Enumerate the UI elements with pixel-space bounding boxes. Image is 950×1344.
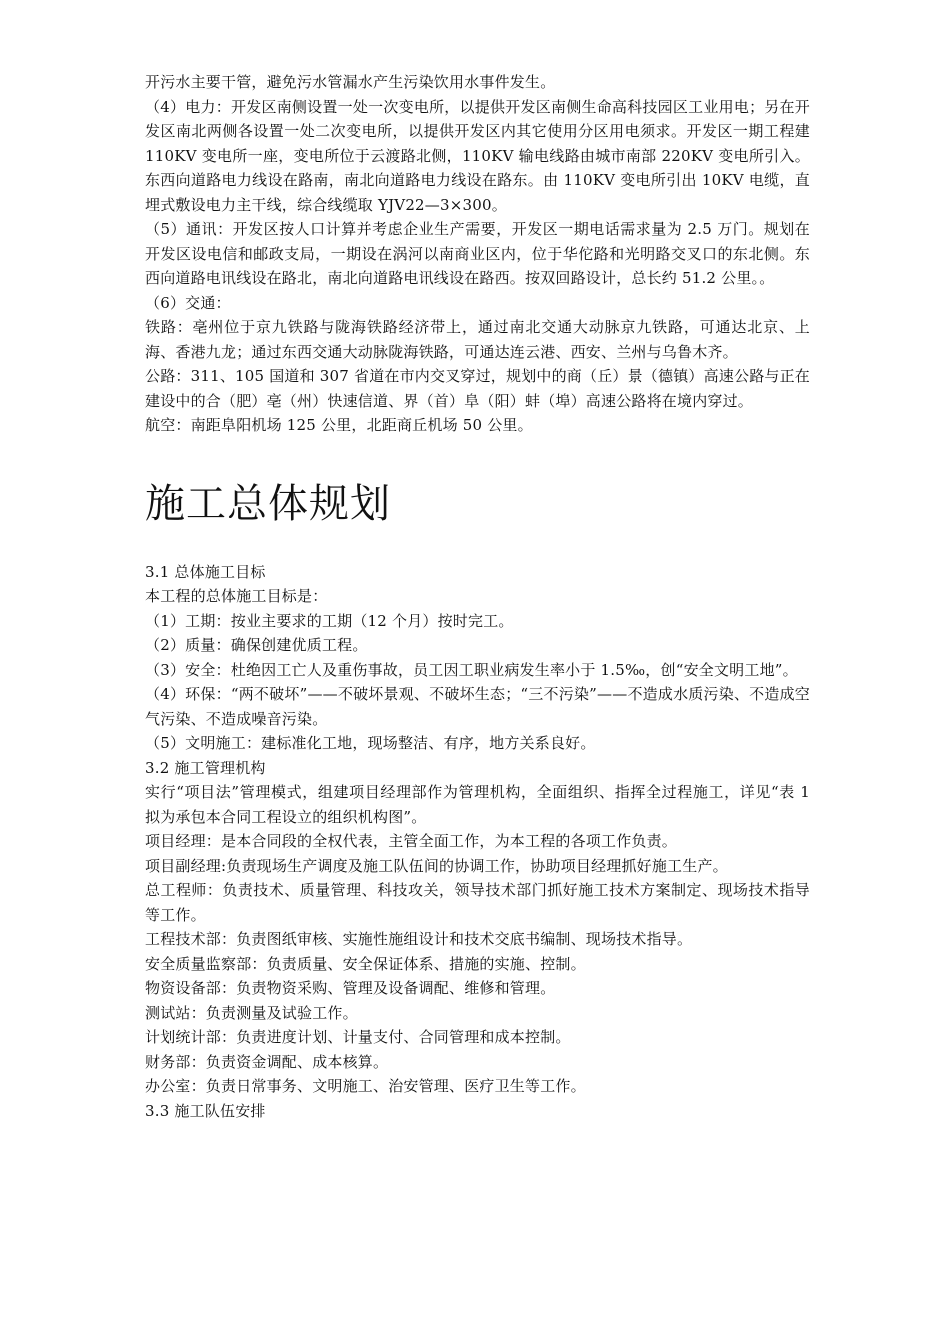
paragraph: （3）安全：杜绝因工亡人及重伤事故，员工因工职业病发生率小于 1.5‰，创“安全文明工地”。 <box>145 660 798 679</box>
paragraph: 公路：311、105 国道和 307 省道在市内交叉穿过，规划中的商（丘）景（德镇）高速公路与正在建设中的合（肥）亳（州）快速信道、界（首）阜（阳）蚌（埠）高速公路将在境内穿过。 <box>145 367 810 410</box>
subheading: 3.1 总体施工目标 <box>145 562 266 581</box>
paragraph: 铁路：亳州位于京九铁路与陇海铁路经济带上，通过南北交通大动脉京九铁路，可通达北京、上海、香港九龙；通过东西交通大动脉陇海铁路，可通达连云港、西安、兰州与乌鲁木齐。 <box>145 318 810 361</box>
paragraph: 测试站：负责测量及试验工作。 <box>145 1003 358 1022</box>
paragraph: 计划统计部：负责进度计划、计量支付、合同管理和成本控制。 <box>145 1028 571 1046</box>
document-page <box>145 70 810 1123</box>
paragraph: （1）工期：按业主要求的工期（12 个月）按时完工。 <box>145 611 514 630</box>
paragraph: （5）文明施工：建标准化工地，现场整洁、有序，地方关系良好。 <box>145 734 596 752</box>
paragraph: （4）电力：开发区南侧设置一处一次变电所，以提供开发区南侧生命高科技园区工业用电；另在开发区南北两侧各设置一处二次变电所，以提供开发区内其它使用分区用电须求。开发区一期工程建 110KV 变电所一座，变电所位于云渡路北侧，110KV 输电线路由城市南部 220KV 变电所引入。东西向道路电力线设在路南，南北向道路电力线设在路东。由 110KV 变电所引出 10KV 电缆，直埋式敷设电力主干线，综合线缆取 YJV22—3×300。 <box>145 97 810 214</box>
chapter-heading: 施工总体规划 <box>145 480 391 527</box>
paragraph: 安全质量监察部：负责质量、安全保证体系、措施的实施、控制。 <box>145 954 586 973</box>
paragraph: 航空：南距阜阳机场 125 公里，北距商丘机场 50 公里。 <box>145 416 533 434</box>
paragraph: 工程技术部：负责图纸审核、实施性施组设计和技术交底书编制、现场技术指导。 <box>145 930 693 948</box>
paragraph: （4）环保：“两不破坏”——不破坏景观、不破坏生态；“三不污染”——不造成水质污染、不造成空气污染、不造成噪音污染。 <box>145 685 810 728</box>
subheading: 3.3 施工队伍安排 <box>145 1101 266 1120</box>
paragraph: （5）通讯：开发区按人口计算并考虑企业生产需要，开发区一期电话需求量为 2.5 万门。规划在开发区设电信和邮政支局，一期设在涡河以南商业区内，位于华佗路和光明路交叉口的东北侧。东西向道路电讯线设在路北，南北向道路电讯线设在路西。按双回路设计，总长约 51.2 公里。。 <box>145 220 810 287</box>
paragraph: 本工程的总体施工目标是： <box>145 587 328 605</box>
paragraph: 办公室：负责日常事务、文明施工、治安管理、医疗卫生等工作。 <box>145 1077 586 1095</box>
paragraph: 总工程师：负责技术、质量管理、科技攻关，领导技术部门抓好施工技术方案制定、现场技术指导等工作。 <box>145 881 810 924</box>
paragraph: 实行“项目法”管理模式，组建项目经理部作为管理机构，全面组织、指挥全过程施工，详见“表 1 拟为承包本合同工程设立的组织机构图”。 <box>145 783 810 826</box>
paragraph: （6）交通： <box>145 293 231 312</box>
paragraph: （2）质量：确保创建优质工程。 <box>145 636 368 654</box>
paragraph: 开污水主要干管，避免污水管漏水产生污染饮用水事件发生。 <box>145 73 556 91</box>
main-section <box>145 560 810 1124</box>
paragraph: 项目经理：是本合同段的全权代表，主管全面工作，为本工程的各项工作负责。 <box>145 832 678 850</box>
subheading: 3.2 施工管理机构 <box>145 758 266 777</box>
paragraph: 物资设备部：负责物资采购、管理及设备调配、维修和管理。 <box>145 979 556 997</box>
paragraph: 项目副经理:负责现场生产调度及施工队伍间的协调工作，协助项目经理抓好施工生产。 <box>145 856 728 875</box>
previous-section <box>145 70 810 438</box>
paragraph: 财务部：负责资金调配、成本核算。 <box>145 1052 389 1071</box>
